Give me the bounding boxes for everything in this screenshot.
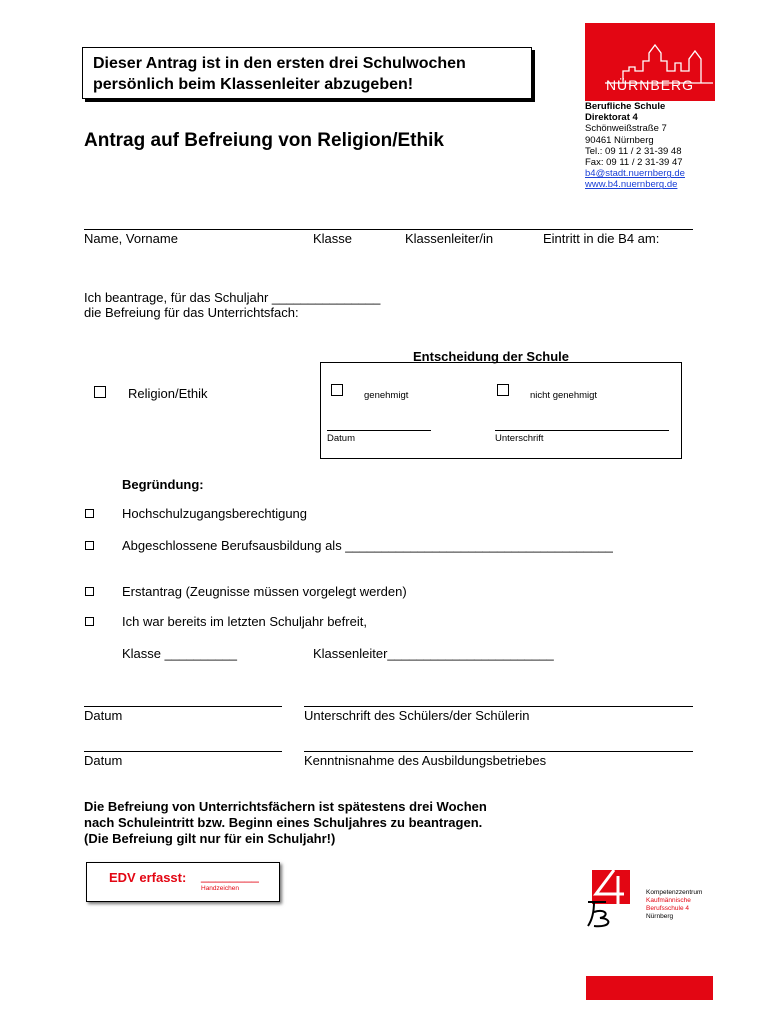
logo-city-name: NÜRNBERG [605,77,695,93]
b4-logo-text [646,889,702,921]
b4-line-2: Kaufmännische [646,897,691,904]
label-klasse: Klasse [313,231,353,246]
b4-line-3: Berufsschule 4 [646,905,689,912]
approved-label: genehmigt [364,390,409,401]
date-line-1[interactable] [84,706,282,707]
notice-line-2: persönlich beim Klassenleiter abzugeben! [93,76,414,93]
reason-checkbox-1[interactable] [85,509,94,518]
edv-label: EDV erfasst: [109,870,187,885]
reason-klasse-line: Klasse __________ [122,646,237,661]
date-line-2[interactable] [84,751,282,752]
b4-line-1: Kompetenzzentrum [646,889,703,896]
b4-line-4: Nürnberg [646,913,674,920]
note-line-2: nach Schuleintritt bzw. Beginn eines Schuljahres zu beantragen. [84,815,483,830]
religion-ethik-checkbox[interactable] [94,386,106,398]
school-direktorat: Direktorat 4 [585,112,638,124]
company-signature-label: Kenntnisnahme des Ausbildungsbetriebes [304,753,547,768]
deadline-note [84,799,487,847]
decision-signature-label: Unterschrift [495,433,544,444]
reason-checkbox-2[interactable] [85,541,94,550]
edv-box [86,862,280,902]
reason-option-2: Abgeschlossene Berufsausbildung als _____________________________________ [122,538,613,553]
school-name: Berufliche Schule [585,101,666,112]
approved-checkbox[interactable] [331,384,343,396]
b4-logo-icon [584,868,644,932]
request-line-1: Ich beantrage, für das Schuljahr _______________ [84,290,381,305]
name-line[interactable] [84,229,693,230]
edv-sub: Handzeichen [201,885,239,892]
reason-option-3: Erstantrag (Zeugnisse müssen vorgelegt werden) [122,584,407,599]
reason-klassenleiter-line: Klassenleiter_______________________ [313,646,554,661]
date-label-2: Datum [84,753,123,768]
subject-label: Religion/Ethik [128,386,208,401]
reason-title: Begründung: [122,477,204,492]
note-line-1: Die Befreiung von Unterrichtsfächern ist spätestens drei Wochen [84,799,487,814]
decision-box [320,362,682,459]
student-signature-line[interactable] [304,706,693,707]
b4-logo [584,868,704,932]
decision-date-label: Datum [327,433,355,444]
reason-checkbox-3[interactable] [85,587,94,596]
reason-checkbox-4[interactable] [85,617,94,626]
notice-box [82,47,532,99]
school-email-link[interactable]: b4@stadt.nuernberg.de [585,168,685,180]
school-web-link[interactable]: www.b4.nuernberg.de [585,179,678,191]
request-line-2: die Befreiung für das Unterrichtsfach: [84,305,299,320]
label-klassenleiter: Klassenleiter/in [405,231,494,246]
company-signature-line[interactable] [304,751,693,752]
edv-blank[interactable]: ________ [201,868,259,883]
label-eintritt: Eintritt in die B4 am: [543,231,660,246]
reason-option-4: Ich war bereits im letzten Schuljahr befreit, [122,614,367,629]
school-fax: Fax: 09 11 / 2 31-39 47 [585,157,683,169]
reason-option-1: Hochschulzugangsberechtigung [122,506,308,521]
rejected-checkbox[interactable] [497,384,509,396]
page-title: Antrag auf Befreiung von Religion/Ethik [84,130,444,151]
student-signature-label: Unterschrift des Schülers/der Schülerin [304,708,530,723]
decision-signature-line[interactable] [495,430,669,431]
school-street: Schönweißstraße 7 [585,123,667,135]
nuernberg-logo [585,23,715,101]
label-name: Name, Vorname [84,231,178,246]
note-line-3: (Die Befreiung gilt nur für ein Schuljahr!) [84,831,336,846]
decision-date-line[interactable] [327,430,431,431]
decision-title: Entscheidung der Schule [413,349,570,364]
date-label-1: Datum [84,708,123,723]
school-tel: Tel.: 09 11 / 2 31-39 48 [585,145,682,157]
school-city: 90461 Nürnberg [585,134,654,146]
rejected-label: nicht genehmigt [530,390,598,401]
school-address [585,101,685,191]
footer-red-bar [586,976,713,1000]
notice-line-1: Dieser Antrag ist in den ersten drei Schulwochen [93,55,466,72]
